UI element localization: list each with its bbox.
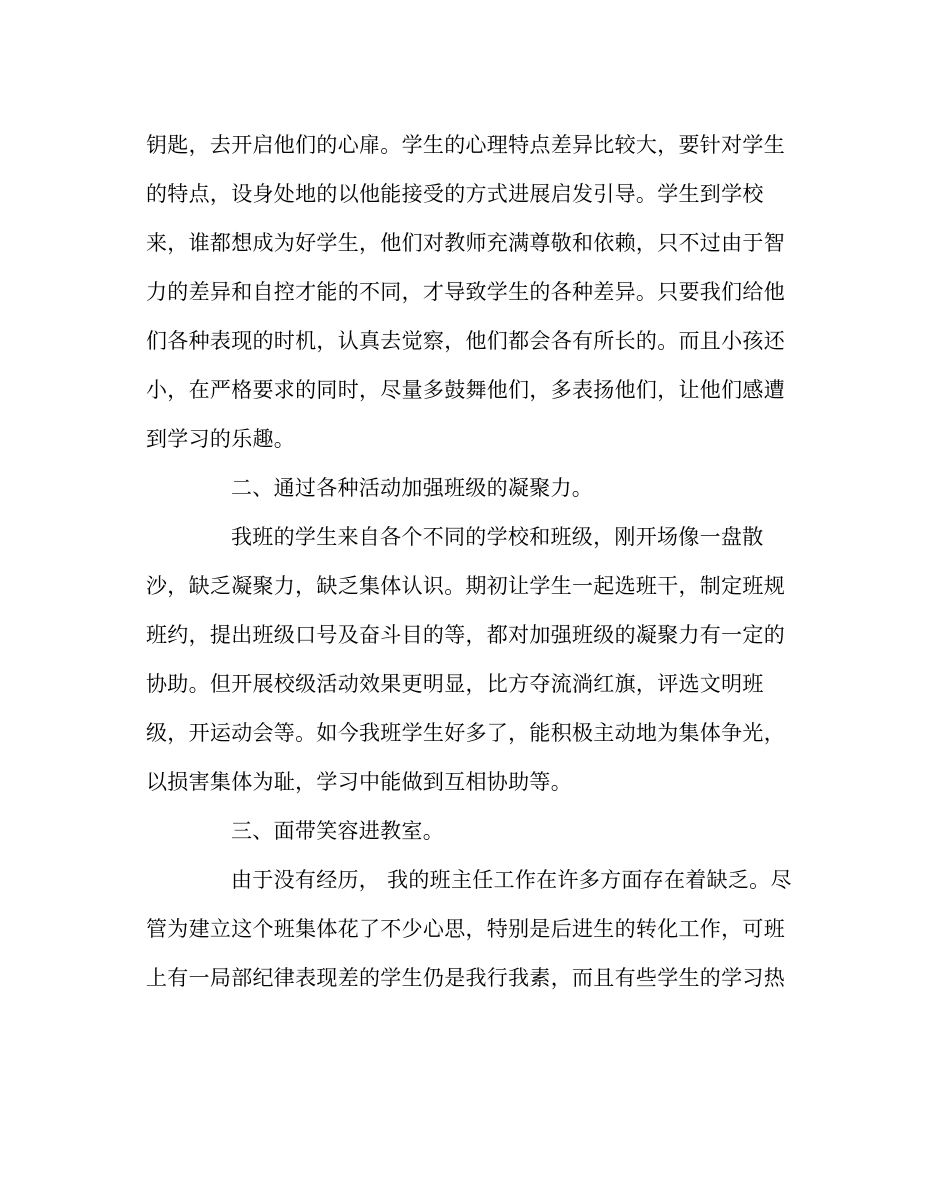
text-line: 以损害集体为耻，学习中能做到互相协助等。 (146, 770, 572, 794)
paragraph-first-line: 由于没有经历， 我的班主任工作在许多方面存在着缺乏。尽 (231, 868, 792, 892)
text-line: 沙，缺乏凝聚力，缺乏集体认识。期初让学生一起选班干，制定班规 (146, 574, 785, 598)
paragraph-first-line: 我班的学生来自各个不同的学校和班级，刚开场像一盘散 (231, 525, 764, 549)
text-line: 协助。但开展校级活动效果更明显，比方夺流淌红旗，评选文明班 (146, 672, 764, 696)
text-line: 管为建立这个班集体花了不少心思，特别是后进生的转化工作，可班 (146, 917, 785, 941)
text-line: 上有一局部纪律表现差的学生仍是我行我素，而且有些学生的学习热 (146, 966, 785, 990)
section-heading: 三、面带笑容进教室。 (231, 819, 444, 843)
text-line: 到学习的乐趣。 (146, 427, 296, 451)
text-line: 钥匙，去开启他们的心扉。学生的心理特点差异比较大，要针对学生 (146, 133, 785, 157)
text-line: 小，在严格要求的同时，尽量多鼓舞他们，多表扬他们，让他们感遭 (146, 378, 785, 402)
section-heading: 二、通过各种活动加强班级的凝聚力。 (231, 476, 594, 500)
text-line: 们各种表现的时机，认真去觉察，他们都会各有所长的。而且小孩还 (146, 329, 785, 353)
text-line: 力的差异和自控才能的不同，才导致学生的各种差异。只要我们给他 (146, 280, 785, 304)
text-line: 的特点，设身处地的以他能接受的方式进展启发引导。学生到学校 (146, 182, 764, 206)
text-line: 来，谁都想成为好学生，他们对教师充满尊敬和依赖，只不过由于智 (146, 231, 785, 255)
text-line: 级，开运动会等。如今我班学生好多了，能积极主动地为集体争光， (146, 721, 785, 745)
text-line: 班约，提出班级口号及奋斗目的等，都对加强班级的凝聚力有一定的 (146, 623, 785, 647)
